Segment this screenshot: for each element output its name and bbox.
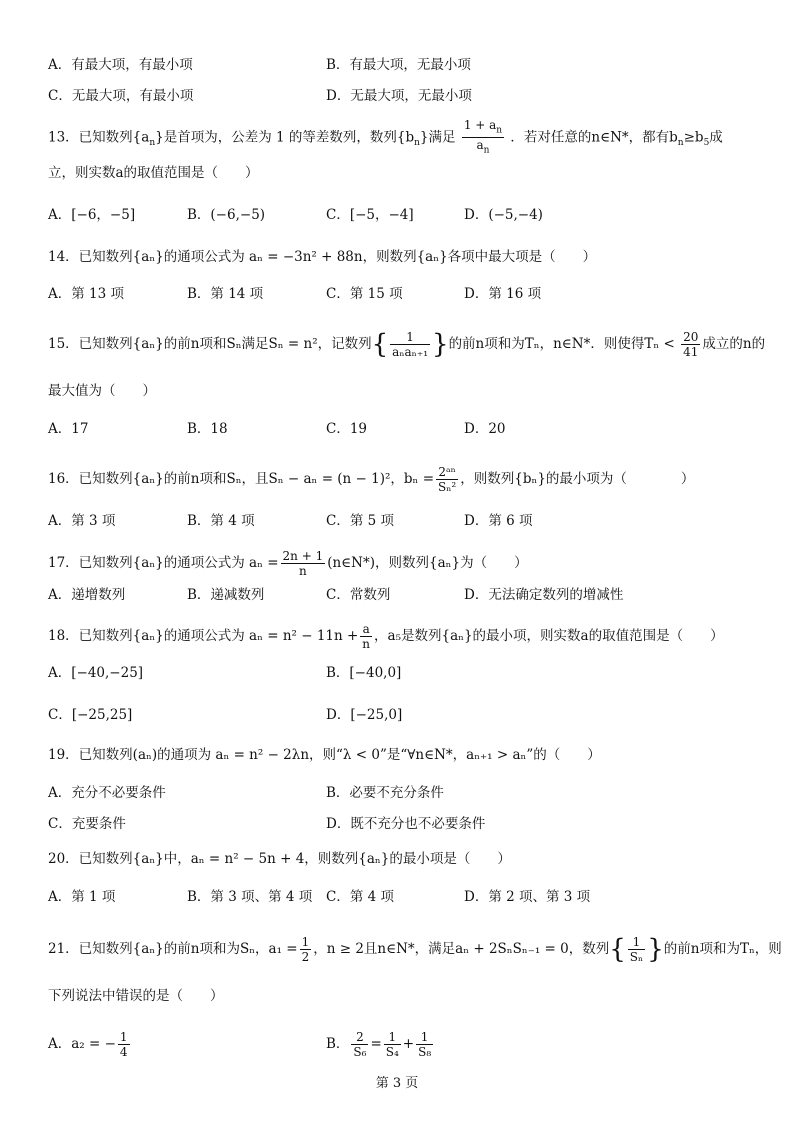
q17-option-d: D．无法确定数列的增减性 (464, 587, 624, 603)
q16-stem: 16．已知数列{aₙ}的前n项和Sₙ，且Sₙ − aₙ = (n − 1)²，bₙ = $\frac{\text{2ᵃⁿ}}{\text{Sₙ²}}$ ，则数列{bₙ}的最小项为（ ） (48, 465, 695, 494)
q16-option-d: D．第 6 项 (464, 513, 533, 529)
q13-option-a: A．[−6，−5] (48, 207, 136, 223)
q14-option-c: C．第 15 项 (326, 286, 403, 302)
q21-optB-frac3: $\frac{1}{\text{S₈}}$ (418, 1030, 432, 1059)
q21-stem-line2: 下列说法中错误的是（ ） (48, 988, 224, 1004)
q12-option-b: B．有最大项，无最小项 (326, 57, 471, 73)
q17-fraction: $\frac{2n + 1}{n}$ (282, 549, 324, 578)
q15-option-a: A．17 (48, 421, 89, 437)
q19-option-a: A．充分不必要条件 (48, 785, 166, 801)
q20-option-d: D．第 2 项、第 3 项 (464, 889, 591, 905)
q21-optB-frac2: $\frac{1}{\text{S₄}}$ (385, 1030, 399, 1059)
q19-option-d: D．既不充分也不必要条件 (326, 816, 486, 832)
q13-option-c: C．[−5，−4] (326, 207, 414, 223)
q14-option-a: A．第 13 项 (48, 286, 125, 302)
q17-option-c: C．常数列 (326, 587, 391, 603)
q16-option-c: C．第 5 项 (326, 513, 395, 529)
q20-option-c: C．第 4 项 (326, 889, 395, 905)
q20-option-a: A．第 1 项 (48, 889, 116, 905)
q18-fraction: $\frac{a}{n}$ (362, 622, 371, 651)
q14-option-b: B．第 14 项 (187, 286, 264, 302)
q15-option-b: B．18 (187, 421, 228, 437)
q18-stem: 18．已知数列{aₙ}的通项公式为 aₙ = n² − 11n + $\frac{a}{n}$ ，a₅是数列{aₙ}的最小项，则实数a的取值范围是（ ） (48, 622, 724, 651)
q15-option-c: C．19 (326, 421, 368, 437)
q16-fraction: $\frac{\text{2ᵃⁿ}}{\text{Sₙ²}}$ (438, 465, 457, 494)
q21-stem: 21．已知数列{aₙ}的前n项和为Sₙ，a₁ = $\frac{1}{2}$ ，n ≥ 2且n∈N*，满足aₙ + 2SₙSₙ₋₁ = 0，数列{ $\frac{1}{\text{Sₙ}}$ }的前n项和为Tₙ，则 (48, 934, 782, 965)
q21-a1-fraction: $\frac{1}{2}$ (301, 935, 310, 964)
page-number: 第 3 页 (375, 1076, 419, 1091)
q13-stem-line2: 立，则实数a的取值范围是（ ） (48, 165, 259, 181)
q15-option-d: D．20 (464, 421, 506, 437)
q14-stem: 14．已知数列{aₙ}的通项公式为 aₙ = −3n² + 88n，则数列{aₙ}各项中最大项是（ ） (48, 249, 597, 265)
q21-optA-fraction: $\frac{1}{4}$ (119, 1030, 128, 1059)
q19-stem: 19．已知数列(aₙ)的通项为 aₙ = n² − 2λn，则“λ < 0”是“∀n∈N*，aₙ₊₁ > aₙ”的（ ） (48, 747, 601, 763)
q17-stem: 17．已知数列{aₙ}的通项公式为 aₙ = $\frac{2n + 1}{n}$ (n∈N*)，则数列{aₙ}为（ ） (48, 549, 528, 578)
q12-option-c: C．无最大项，有最小项 (48, 88, 194, 104)
q21-optB-frac1: $\frac{2}{\text{S₆}}$ (353, 1030, 367, 1059)
q21-fraction: $\frac{1}{\text{Sₙ}}$ (629, 935, 644, 964)
q18-option-b: B．[−40,0] (326, 665, 402, 681)
q20-stem: 20．已知数列{aₙ}中，aₙ = n² − 5n + 4，则数列{aₙ}的最小项是（ ） (48, 851, 511, 867)
q21-option-b: B． $\frac{2}{\text{S₆}}$ = $\frac{1}{\text{S₄}}$ + $\frac{1}{\text{S₈}}$ (326, 1030, 432, 1059)
q12-option-a: A．有最大项，有最小项 (48, 57, 193, 73)
q20-option-b: B．第 3 项、第 4 项 (187, 889, 313, 905)
q21-option-a: A．a₂ = − $\frac{1}{4}$ (48, 1030, 128, 1059)
q13-option-b: B．(−6,−5) (187, 207, 266, 223)
q13-fraction: $\frac{1 + a_n}{a_n}$ (463, 118, 503, 156)
q13-stem: 13．已知数列$\{a_n\}$是首项为，公差为 1 的等差数列，数列$\{b_n\}$满足 $\frac{1 + a_n}{a_n}$ ．若对任意的n∈N*，都有$b_n\ge b_5$成 (48, 118, 723, 156)
q14-option-d: D．第 16 项 (464, 286, 542, 302)
q15-bound-fraction: $\frac{20}{41}$ (683, 330, 699, 359)
q19-option-b: B．必要不充分条件 (326, 785, 444, 801)
q16-option-b: B．第 4 项 (187, 513, 255, 529)
q17-option-a: A．递增数列 (48, 587, 126, 603)
q15-fraction: $\frac{1}{\text{aₙaₙ₊₁}}$ (392, 330, 429, 359)
q18-option-d: D．[−25,0] (326, 707, 403, 723)
q18-option-c: C．[−25,25] (48, 707, 133, 723)
q16-option-a: A．第 3 项 (48, 513, 116, 529)
q18-option-a: A．[−40,−25] (48, 665, 144, 681)
q15-stem: 15．已知数列{aₙ}的前n项和Sₙ满足Sₙ = n²，记数列{ $\frac{1}{\text{aₙaₙ₊₁}}$ }的前n项和为Tₙ，n∈N*．则使得Tₙ < $\frac{20}{41}$ 成立的n的 (48, 329, 766, 360)
q17-option-b: B．递减数列 (187, 587, 265, 603)
q15-stem-line2: 最大值为（ ） (48, 383, 156, 399)
q12-option-d: D．无最大项，无最小项 (326, 88, 472, 104)
q19-option-c: C．充要条件 (48, 816, 126, 832)
q13-option-d: D．(−5,−4) (464, 207, 543, 223)
